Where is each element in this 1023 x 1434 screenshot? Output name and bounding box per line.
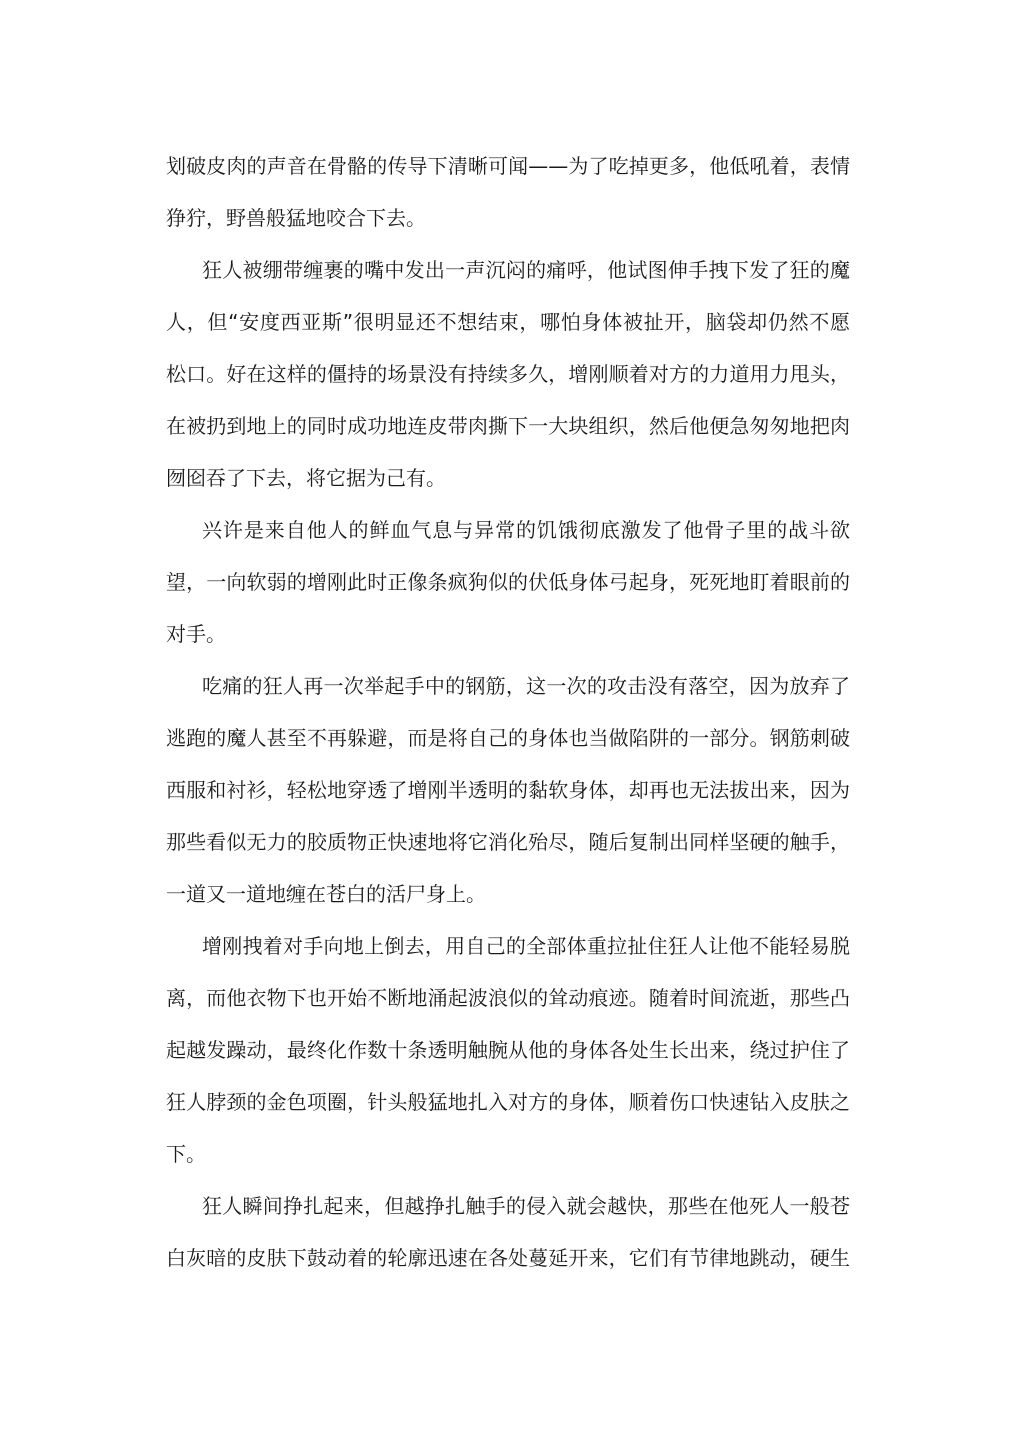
- text-line: 囫囵吞了下去，将它据为己有。: [166, 466, 446, 490]
- text-line: 白灰暗的皮肤下鼓动着的轮廓迅速在各处蔓延开来，它们有节律地跳动，硬生: [166, 1246, 850, 1270]
- text-line: 兴许是来自他人的鲜血气息与异常的饥饿彻底激发了他骨子里的战斗欲: [202, 518, 850, 542]
- text-line: 西服和衬衫，轻松地穿透了增刚半透明的黏软身体，却再也无法拔出来，因为: [166, 778, 850, 802]
- text-line: 下。: [166, 1142, 206, 1166]
- text-line: 那些看似无力的胶质物正快速地将它消化殆尽，随后复制出同样坚硬的触手，: [166, 830, 850, 854]
- text-line: 对手。: [166, 622, 226, 646]
- text-line: 狂人瞬间挣扎起来，但越挣扎触手的侵入就会越快，那些在他死人一般苍: [202, 1194, 850, 1218]
- text-line: 在被扔到地上的同时成功地连皮带肉撕下一大块组织，然后他便急匆匆地把肉: [166, 414, 850, 438]
- text-line: 离，而他衣物下也开始不断地涌起波浪似的耸动痕迹。随着时间流逝，那些凸: [166, 986, 850, 1010]
- text-line: 松口。好在这样的僵持的场景没有持续多久，增刚顺着对方的力道用力甩头，: [166, 362, 850, 386]
- text-line: 狰狞，野兽般猛地咬合下去。: [166, 206, 426, 230]
- text-line: 起越发躁动，最终化作数十条透明触腕从他的身体各处生长出来，绕过护住了: [166, 1038, 850, 1062]
- text-line: 吃痛的狂人再一次举起手中的钢筋，这一次的攻击没有落空，因为放弃了: [202, 674, 850, 698]
- text-line: 一道又一道地缠在苍白的活尸身上。: [166, 882, 486, 906]
- text-line: 人，但“安度西亚斯”很明显还不想结束，哪怕身体被扯开，脑袋却仍然不愿: [166, 310, 850, 334]
- text-line: 狂人被绷带缠裹的嘴中发出一声沉闷的痛呼，他试图伸手拽下发了狂的魔: [202, 258, 850, 282]
- text-line: 狂人脖颈的金色项圈，针头般猛地扎入对方的身体，顺着伤口快速钻入皮肤之: [166, 1090, 850, 1114]
- text-line: 逃跑的魔人甚至不再躲避，而是将自己的身体也当做陷阱的一部分。钢筋刺破: [166, 726, 850, 750]
- text-line: 增刚拽着对手向地上倒去，用自己的全部体重拉扯住狂人让他不能轻易脱: [202, 934, 850, 958]
- text-line: 划破皮肉的声音在骨骼的传导下清晰可闻——为了吃掉更多，他低吼着，表情: [166, 154, 850, 178]
- text-line: 望，一向软弱的增刚此时正像条疯狗似的伏低身体弓起身，死死地盯着眼前的: [166, 570, 850, 594]
- document-page: [166, 140, 850, 1284]
